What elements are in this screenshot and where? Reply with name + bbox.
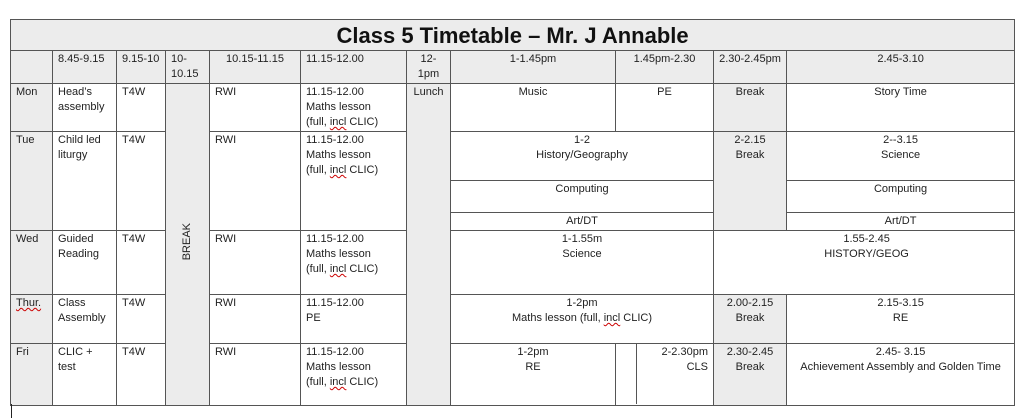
lesson-text: (full, bbox=[306, 376, 330, 388]
time-text: 1-1.55m bbox=[561, 233, 603, 245]
header-row bbox=[11, 51, 1015, 84]
timetable-title: Class 5 Timetable – Mr. J Annable bbox=[11, 20, 1015, 51]
lesson-cell: Class Assembly bbox=[53, 295, 117, 344]
header-cell: 12-1pm bbox=[407, 51, 451, 84]
time-text: 2.00-2.15 bbox=[726, 297, 774, 309]
lesson-text: Maths lesson bbox=[306, 101, 371, 113]
break-cell bbox=[714, 295, 787, 344]
lesson-text: HISTORY/GEOG bbox=[824, 248, 909, 260]
time-text: 11.15-12.00 bbox=[306, 233, 364, 245]
lesson-cell: Music bbox=[451, 84, 616, 132]
lesson-cell: Art/DT bbox=[787, 213, 1015, 231]
lesson-text: Maths lesson bbox=[306, 361, 371, 373]
time-text: 11.15-12.00 bbox=[306, 346, 364, 358]
row-thu bbox=[11, 295, 1015, 344]
header-cell: 10-10.15 bbox=[166, 51, 210, 84]
lesson-cell bbox=[451, 344, 616, 406]
lesson-text: Maths lesson bbox=[306, 149, 371, 161]
lesson-cell: PE bbox=[616, 84, 714, 132]
break-cell bbox=[714, 344, 787, 406]
title-row bbox=[11, 20, 1015, 51]
lesson-cell: RWI bbox=[210, 295, 301, 344]
lesson-cell bbox=[787, 132, 1015, 181]
time-text: 2--3.15 bbox=[883, 134, 918, 146]
row-mon bbox=[11, 84, 1015, 132]
day-cell bbox=[11, 295, 53, 344]
break-cell: Break bbox=[714, 84, 787, 132]
header-cell: 1-1.45pm bbox=[451, 51, 616, 84]
spellcheck-word: incl bbox=[329, 376, 347, 388]
lesson-cell: Child led liturgy bbox=[53, 132, 117, 231]
time-text: 2.30-2.45 bbox=[726, 346, 774, 358]
lesson-text: Break bbox=[735, 312, 765, 324]
lesson-text: CLIC) bbox=[346, 116, 379, 128]
header-cell: 2.45-3.10 bbox=[787, 51, 1015, 84]
lesson-text: History/Geography bbox=[536, 149, 628, 161]
maths-cell bbox=[301, 132, 407, 231]
lesson-cell: T4W bbox=[117, 84, 166, 132]
time-text: 1-2pm bbox=[566, 297, 598, 309]
lesson-text: Break bbox=[735, 149, 765, 161]
lesson-text: (full, bbox=[306, 263, 330, 275]
lesson-cell: Computing bbox=[787, 181, 1015, 213]
lesson-cell: Guided Reading bbox=[53, 231, 117, 295]
row-tue bbox=[11, 132, 1015, 181]
lesson-cell: RWI bbox=[210, 231, 301, 295]
lesson-cell bbox=[714, 231, 1015, 295]
header-cell: 2.30-2.45pm bbox=[714, 51, 787, 84]
lesson-cell: T4W bbox=[117, 295, 166, 344]
lesson-text: CLIC) bbox=[346, 263, 379, 275]
maths-cell bbox=[301, 344, 407, 406]
time-text: 1-2 bbox=[574, 134, 590, 146]
spellcheck-word: Thur. bbox=[16, 297, 42, 309]
time-text: 11.15-12.00 bbox=[306, 86, 364, 98]
lesson-text: CLIC) bbox=[620, 312, 652, 324]
day-cell: Fri bbox=[11, 344, 53, 406]
lesson-text: Break bbox=[735, 361, 765, 373]
time-text: 1.55-2.45 bbox=[843, 233, 890, 245]
lesson-cell bbox=[451, 231, 714, 295]
maths-cell bbox=[301, 84, 407, 132]
text-cursor bbox=[11, 404, 12, 418]
lesson-text: CLIC) bbox=[346, 164, 379, 176]
lesson-cell: T4W bbox=[117, 344, 166, 406]
time-text: 2-2.30pm bbox=[661, 346, 708, 358]
time-text: 2.15-3.15 bbox=[877, 297, 924, 309]
day-cell: Tue bbox=[11, 132, 53, 231]
break-column bbox=[166, 84, 210, 406]
lesson-cell bbox=[301, 295, 407, 344]
time-text: 2.45- 3.15 bbox=[875, 346, 926, 358]
spellcheck-word: incl bbox=[329, 263, 347, 275]
lesson-cell: T4W bbox=[117, 231, 166, 295]
lesson-text: (full, bbox=[306, 116, 330, 128]
spellcheck-word: incl bbox=[329, 116, 347, 128]
lesson-cell: Head’s assembly bbox=[53, 84, 117, 132]
day-cell: Wed bbox=[11, 231, 53, 295]
lesson-text: PE bbox=[306, 312, 321, 324]
header-cell: 1.45pm-2.30 bbox=[616, 51, 714, 84]
lesson-cell bbox=[787, 344, 1015, 406]
lesson-cell bbox=[451, 132, 714, 181]
lesson-cell: RWI bbox=[210, 344, 301, 406]
timetable bbox=[10, 19, 1015, 406]
lesson-text: RE bbox=[892, 312, 909, 324]
row-fri bbox=[11, 344, 1015, 406]
header-cell bbox=[11, 51, 53, 84]
break-cell bbox=[714, 132, 787, 231]
lesson-cell: Computing bbox=[451, 181, 714, 213]
lesson-text: Science bbox=[881, 149, 921, 161]
lesson-cell bbox=[616, 344, 714, 406]
row-wed bbox=[11, 231, 1015, 295]
lesson-text: Maths lesson (full, bbox=[512, 312, 604, 324]
header-cell: 8.45-9.15 bbox=[53, 51, 117, 84]
spellcheck-word: incl bbox=[603, 312, 621, 324]
lesson-cell: CLIC + test bbox=[53, 344, 117, 406]
header-cell: 11.15-12.00 bbox=[301, 51, 407, 84]
lesson-text: Maths lesson bbox=[306, 248, 371, 260]
time-text: 11.15-12.00 bbox=[306, 297, 364, 309]
lesson-text: Achievement Assembly and Golden Time bbox=[800, 361, 1001, 373]
lesson-cell: Story Time bbox=[787, 84, 1015, 132]
break-label: BREAK bbox=[181, 223, 193, 261]
time-text: 1-2pm bbox=[517, 346, 549, 358]
time-text: 11.15-12.00 bbox=[306, 134, 364, 146]
header-cell: 10.15-11.15 bbox=[210, 51, 301, 84]
lesson-cell: Art/DT bbox=[451, 213, 714, 231]
header-cell: 9.15-10 bbox=[117, 51, 166, 84]
lesson-text: (full, bbox=[306, 164, 330, 176]
time-text: 2-2.15 bbox=[734, 134, 766, 146]
lunch-column: Lunch bbox=[407, 84, 451, 406]
lesson-text: CLS bbox=[686, 361, 708, 373]
lesson-cell: RWI bbox=[210, 132, 301, 231]
lesson-text: Science bbox=[562, 248, 602, 260]
spellcheck-word: incl bbox=[329, 164, 347, 176]
lesson-text: RE bbox=[525, 361, 541, 373]
lesson-text: CLIC) bbox=[346, 376, 379, 388]
lesson-cell bbox=[451, 295, 714, 344]
lesson-cell bbox=[787, 295, 1015, 344]
lesson-cell: RWI bbox=[210, 84, 301, 132]
day-cell: Mon bbox=[11, 84, 53, 132]
lesson-cell: T4W bbox=[117, 132, 166, 231]
maths-cell bbox=[301, 231, 407, 295]
